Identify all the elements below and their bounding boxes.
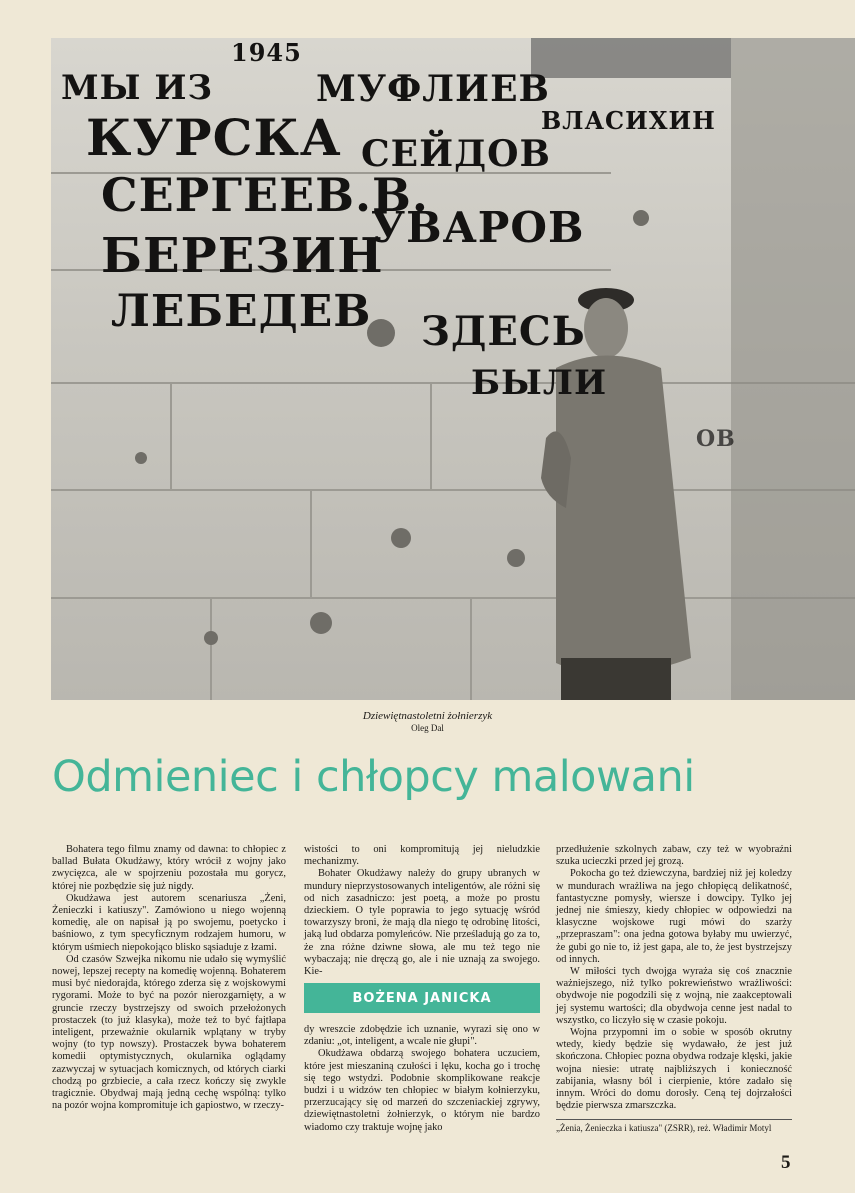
photo-soldier-graffiti-wall [51, 38, 855, 700]
graffiti-text: ЛЕБЕДЕВ [111, 286, 372, 337]
paragraph: dy wreszcie zdobędzie ich uznanie, wyrazi się ono w zdaniu: „ot, inteligent, a wcale nie głupi". [304, 1024, 540, 1048]
graffiti-text: БЫЛИ [471, 363, 608, 403]
graffiti-text: СЕРГЕЕВ.В. [101, 168, 429, 222]
graffiti-text: ОВ [696, 426, 736, 452]
article-column-2-bottom [304, 1024, 540, 1134]
author-byline: BOŻENA JANICKA [304, 983, 540, 1013]
paragraph: Okudżawa obdarzą swojego bohatera uczuciem, które jest mieszaniną czułości i lęku, kocha go i trochę się tego wstydzi. Podobnie skomplikowane reakcje budzi i u widzów ten chłopiec w białym kołnierzyku, przerzucający się od marzeń do szczeniackiej zgrywy, dziewiętnastoletni żołnierzyk, o którym nie bardzo wiadomo czy traktuje wojnę jako [304, 1048, 540, 1133]
graffiti-text: СЕЙДОВ [361, 133, 551, 175]
article-column-3 [556, 844, 792, 1112]
photo-caption-credit: Oleg Dal [411, 723, 444, 733]
article-column-2-top [304, 844, 540, 978]
paragraph: przedłużenie szkolnych zabaw, czy też w wyobraźni szuka ucieczki przed jej grozą. [556, 844, 792, 868]
graffiti-text: МУФЛИЕВ [316, 68, 550, 110]
page-number: 5 [781, 1152, 791, 1173]
graffiti-text: 1945 [231, 38, 302, 67]
footnote-divider [556, 1119, 792, 1120]
graffiti-text: КУРСКА [86, 108, 342, 167]
photo-caption-title: Dziewiętnastoletni żołnierzyk [362, 710, 493, 722]
paragraph: Pokocha go też dziewczyna, bardziej niż jej koledzy w mundurach wrażliwa na jego chłopięcą delikatność, fantastyczne pomysły, wiersze i dowcipy. Tylko jej jednej nie śmieszy, kiedy chłopiec w odpowiedzi na klasyczne wojskowe rugi mówi do szarży „przepraszam": ona jedna gotowa byłaby mu uwierzyć, że gubi go nie to, iż jest gapa, ale to, że jest bystrzejszy od innych. [556, 868, 792, 965]
paragraph: Wojna przypomni im o sobie w sposób okrutny wtedy, kiedy będzie się wydawało, że jest już skończona. Chłopiec pozna obydwa rodzaje klęski, jakie wojna niesie: utratę najbliższych i konieczność zabijania, własny ból i cierpienie, które zadało się innym. Wróci do domu dorosły. Ceną tej dojrzałości będzie pierwsza zmarszczka. [556, 1027, 792, 1112]
paragraph: Bohatera tego filmu znamy od dawna: to chłopiec z ballad Bułata Okudżawy, który wrócił z wojny jako zwycięzca, ale w spojrzeniu pozostała mu gorycz, której nie pozbędzie się już nigdy. [52, 844, 286, 892]
graffiti-text: УВАРОВ [371, 203, 585, 252]
graffiti-text: ЗДЕСЬ [421, 308, 586, 355]
graffiti-text: МЫ ИЗ [61, 68, 213, 108]
graffiti-text: ВЛАСИХИН [541, 106, 716, 135]
article-column-1 [52, 844, 286, 1112]
paragraph: Od czasów Szwejka nikomu nie udało się wymyślić nowej, lepszej recepty na komedię wojenną. Bohaterem musi być niedorajda, którego zderza się z wojskowymi rygorami. Może to być na pozór nierozgarnięty, a w gruncie rzeczy bystrzejszy od swoich przełożonych prostaczek (to już klasyka), może też to być fajtłapa inteligent, przeważnie okularnik wplątany w tryby wojny (to typ nowszy). Prostaczek bywa bohaterem komedii optymistycznych, okularnika oglądamy zazwyczaj w sytuacjach komicznych, od których ciarki chodzą po grzbiecie, a cała rzecz kończy się zwykle tragicznie. Obydwaj mają jedną cechę wspólną: tylko na pozór wojna kompromituje ich gapiostwo, w rzeczy- [52, 953, 286, 1112]
paragraph: Bohater Okudżawy należy do grupy ubranych w mundury nieprzystosowanych inteligentów, ale różni się od nich zasadniczo: jest poetą, a może po prostu dzieckiem. O tyle poprawia to jego sytuację wśród towarzyszy broni, że mają dla niego tę odrobinę litości, jaką lud obdarza pomyleńców. Nie prześladują go za to, że zna różne dziwne słowa, ale mu też tego nie wybaczają; nie dręczą go, ale i nie uznają za swojego. Kie- [304, 868, 540, 978]
film-footnote: „Żenia, Żenieczka i katiusza" (ZSRR), reż. Władimir Motyl [556, 1123, 772, 1133]
paragraph: W miłości tych dwojga wyraża się coś znacznie ważniejszego, niż tylko pokrewieństwo wrażliwości: obydwoje nie pogodzili się z wojną, nie zaakceptowali jej systemu wartości; dla obydwoja cenne jest nadal to wszystko, co liczyło się w czasie pokoju. [556, 966, 792, 1026]
paragraph: Okudżawa jest autorem scenariusza „Żeni, Żenieczki i katiuszy". Zamówiono u niego wojenną komedię, ale on napisał ją po swojemu, poetycko i baśniowo, z tym specyficznym rodzajem humoru, w którym uśmiech niepokojąco blisko sąsiaduje z łzami. [52, 892, 286, 953]
article-headline: Odmieniec i chłopcy malowani [52, 752, 695, 802]
graffiti-text: БЕРЕЗИН [101, 228, 384, 284]
paragraph: wistości to oni kompromitują jej nieludzkie mechanizmy. [304, 844, 540, 868]
